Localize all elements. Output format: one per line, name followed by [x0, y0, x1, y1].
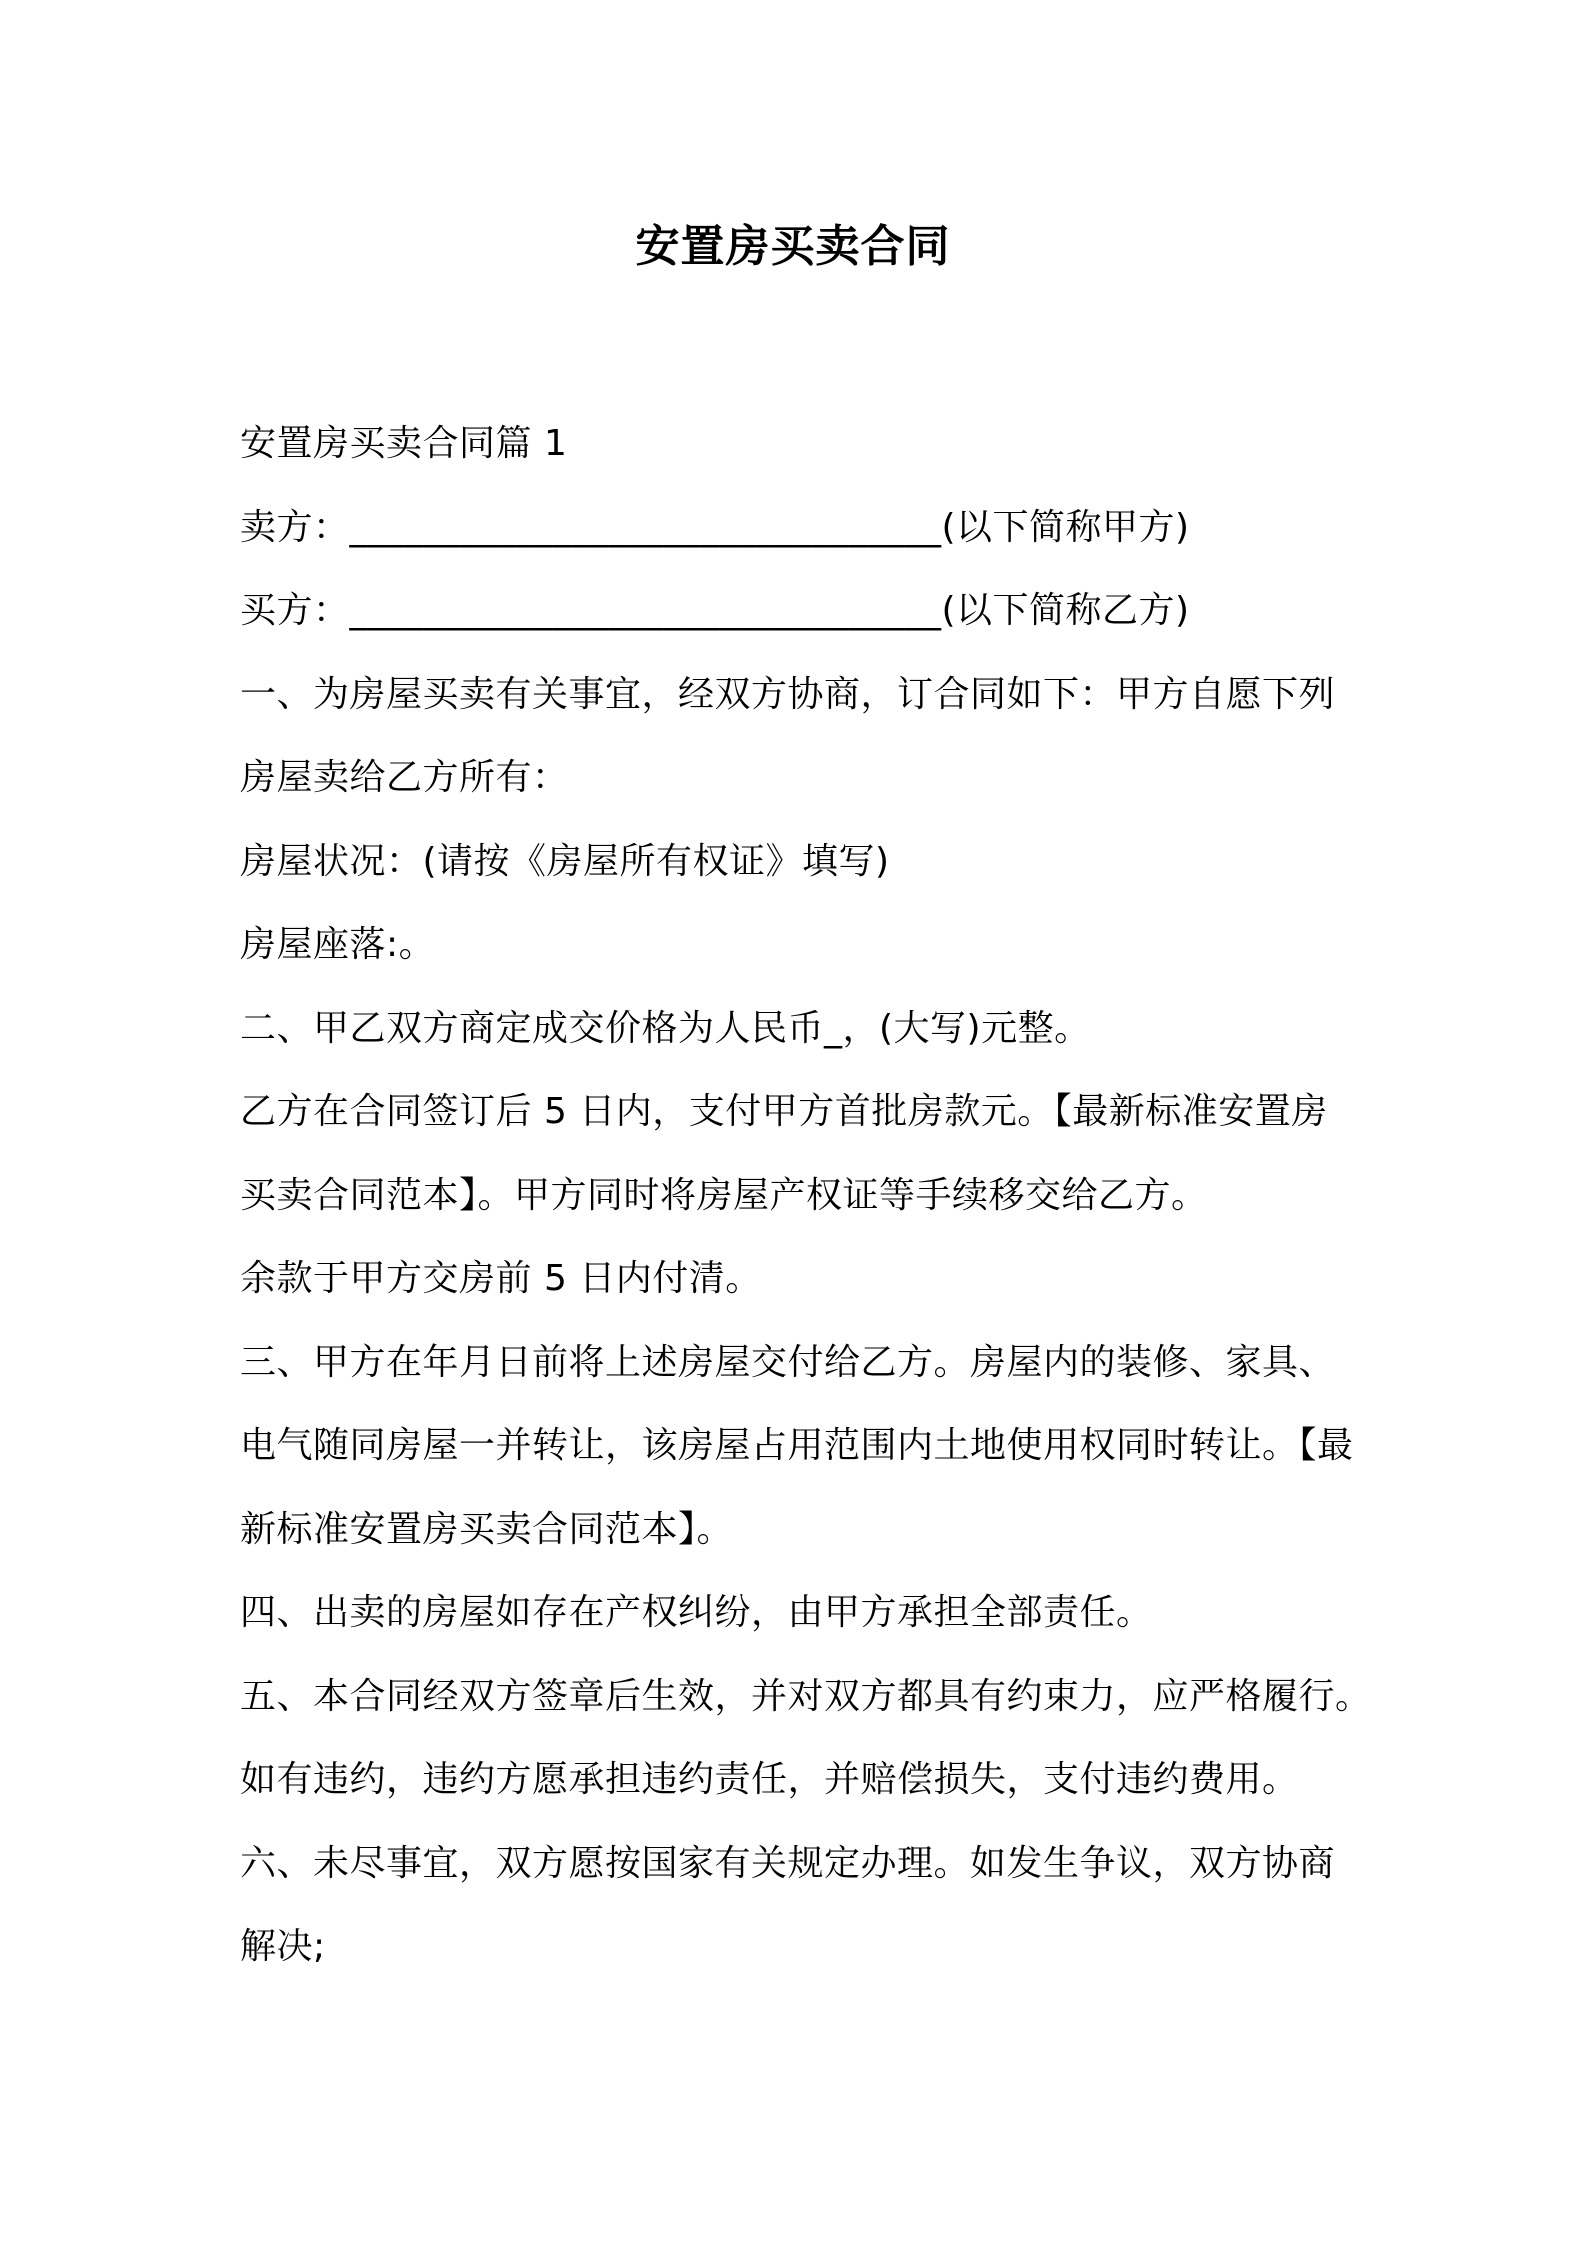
- clause-3-line-2: 电气随同房屋一并转让，该房屋占用范围内土地使用权同时转让。【最: [240, 1425, 1354, 1466]
- clause-5-line-1: 五、本合同经双方签章后生效，并对双方都具有约束力，应严格履行。: [240, 1675, 1372, 1717]
- document-body: [240, 402, 1372, 1989]
- buyer-line: 买方：________________________________(以下简称乙方): [240, 590, 1190, 631]
- house-location-line: 房屋座落:。: [240, 924, 436, 965]
- clause-2-line-4: 余款于甲方交房前 5 日内付清。: [240, 1258, 762, 1299]
- document-title: 安置房买卖合同: [635, 221, 951, 272]
- house-status-line: 房屋状况：(请按《房屋所有权证》填写): [240, 840, 890, 882]
- seller-line: 卖方：________________________________(以下简称甲方): [240, 506, 1190, 548]
- section-heading: 安置房买卖合同篇 1: [240, 423, 568, 464]
- clause-3-line-3: 新标准安置房买卖合同范本】。: [240, 1508, 734, 1550]
- clause-3-line-1: 三、甲方在年月日前将上述房屋交付给乙方。房屋内的装修、家具、: [240, 1341, 1336, 1383]
- clause-5-line-2: 如有违约，违约方愿承担违约责任，并赔偿损失，支付违约费用。: [240, 1759, 1299, 1800]
- clause-2-line-2: 乙方在合同签订后 5 日内，支付甲方首批房款元。【最新标准安置房: [240, 1091, 1328, 1132]
- clause-4-line: 四、出卖的房屋如存在产权纠纷，由甲方承担全部责任。: [240, 1592, 1153, 1633]
- clause-6-line-1: 六、未尽事宜，双方愿按国家有关规定办理。如发生争议，双方协商: [240, 1842, 1336, 1884]
- clause-6-line-2: 解决;: [240, 1926, 326, 1967]
- clause-2-line-1: 二、甲乙双方商定成交价格为人民币_，(大写)元整。: [240, 1007, 1091, 1049]
- clause-2-line-3: 买卖合同范本】。甲方同时将房屋产权证等手续移交给乙方。: [240, 1174, 1208, 1216]
- clause-1-line-2: 房屋卖给乙方所有：: [240, 757, 569, 798]
- clause-1-line-1: 一、为房屋买卖有关事宜，经双方协商，订合同如下：甲方自愿下列: [240, 673, 1336, 715]
